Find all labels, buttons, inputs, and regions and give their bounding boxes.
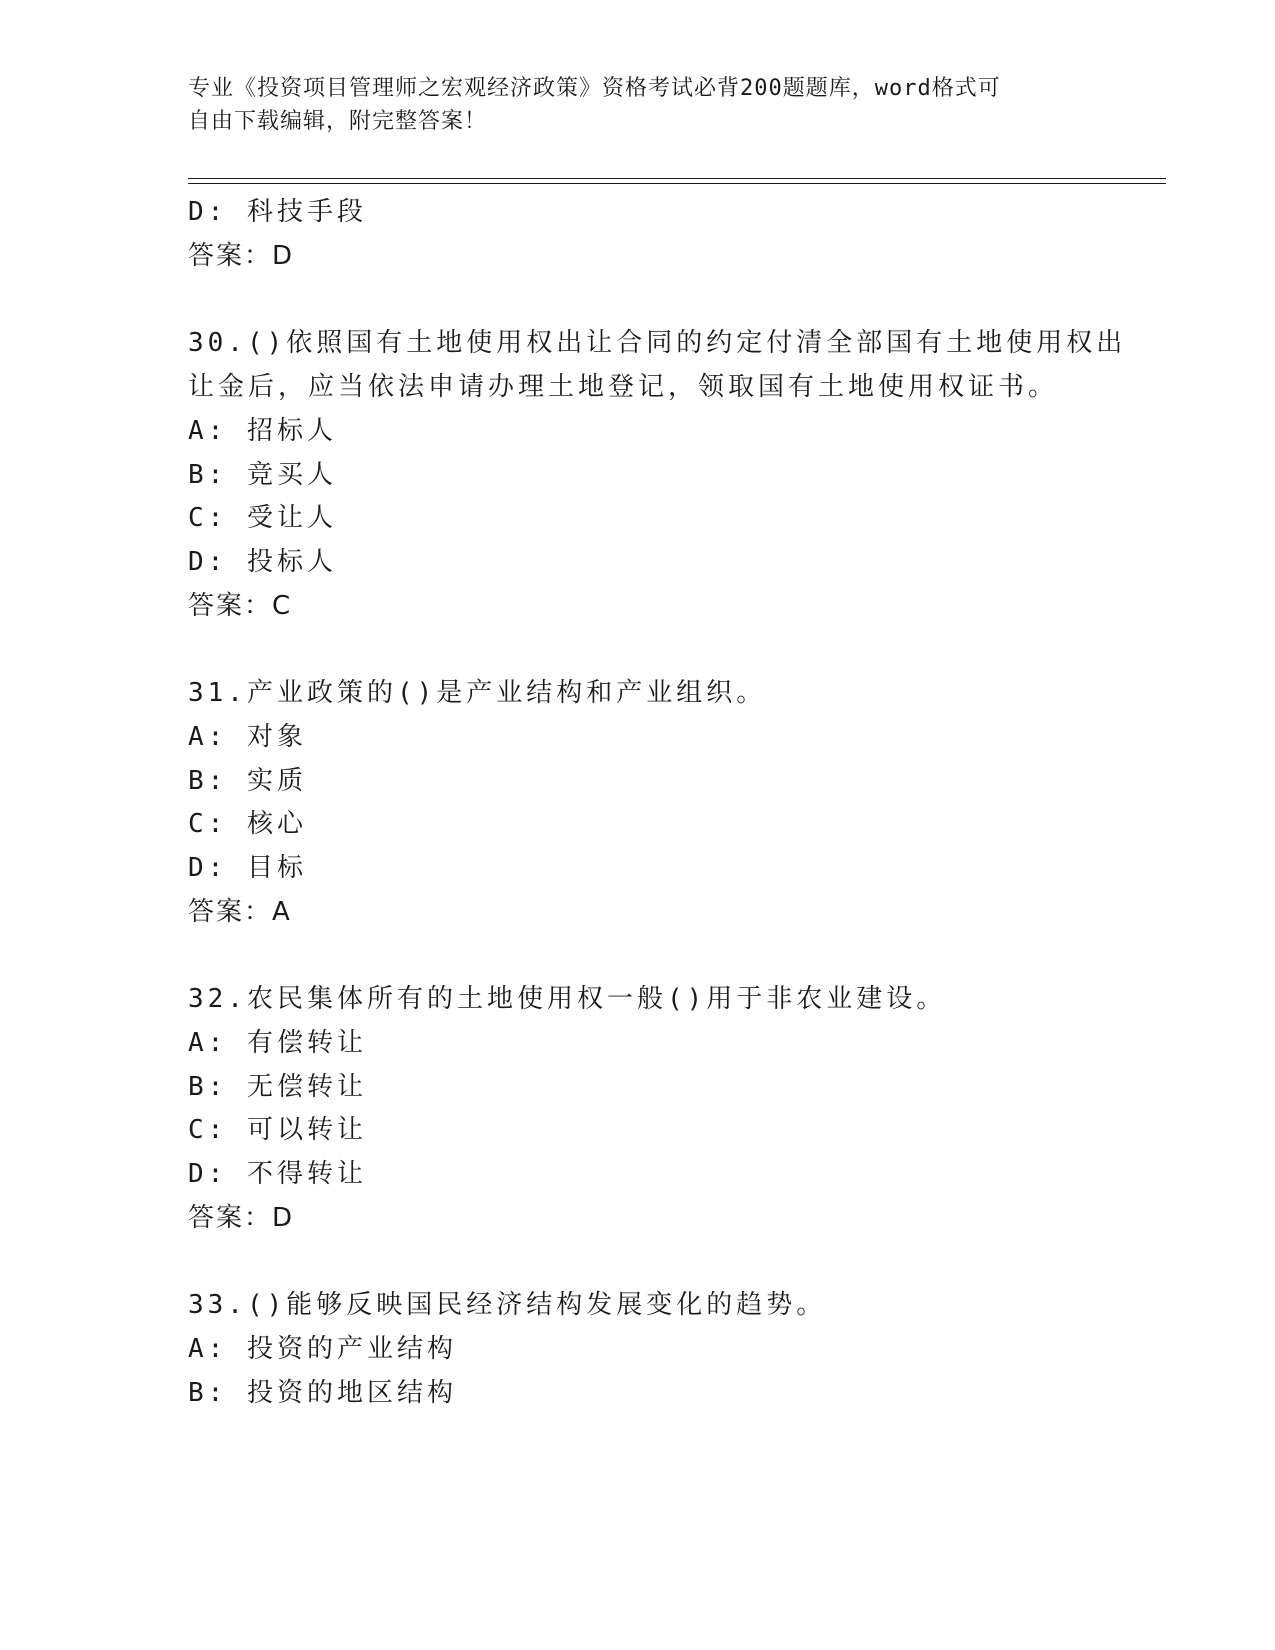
question-32-option-d: D: 不得转让 bbox=[188, 1159, 367, 1189]
question-30-option-b: B: 竞买人 bbox=[188, 460, 337, 490]
question-30-answer: 答案：C bbox=[188, 591, 293, 621]
question-31-option-b: B: 实质 bbox=[188, 766, 307, 796]
question-30-option-c: C: 受让人 bbox=[188, 503, 337, 533]
question-30-stem-line-2: 让金后，应当依法申请办理土地登记，领取国有土地使用权证书。 bbox=[188, 372, 1059, 402]
question-31-answer: 答案：A bbox=[188, 897, 292, 927]
prev-answer: 答案：D bbox=[188, 241, 295, 271]
header-line-2: 自由下载编辑，附完整答案！ bbox=[188, 109, 488, 134]
question-32-answer: 答案：D bbox=[188, 1203, 295, 1233]
header-line-1: 专业《投资项目管理师之宏观经济政策》资格考试必背200题题库，word格式可 bbox=[188, 76, 1001, 101]
question-32-stem-line-1: 32.农民集体所有的土地使用权一般()用于非农业建设。 bbox=[188, 984, 947, 1014]
question-32-option-a: A: 有偿转让 bbox=[188, 1028, 367, 1058]
question-31-stem-line-1: 31.产业政策的()是产业结构和产业组织。 bbox=[188, 678, 767, 708]
document-header bbox=[188, 72, 1088, 138]
prev-option-d: D: 科技手段 bbox=[188, 197, 367, 227]
question-31-option-a: A: 对象 bbox=[188, 722, 307, 752]
question-33-option-a: A: 投资的产业结构 bbox=[188, 1334, 457, 1364]
header-divider-top bbox=[188, 178, 1166, 179]
question-32-option-b: B: 无偿转让 bbox=[188, 1072, 367, 1102]
question-31-option-d: D: 目标 bbox=[188, 853, 307, 883]
question-31-option-c: C: 核心 bbox=[188, 809, 307, 839]
question-30-option-d: D: 投标人 bbox=[188, 547, 337, 577]
header-divider-bottom bbox=[188, 183, 1166, 184]
question-30-stem-line-1: 30.()依照国有土地使用权出让合同的约定付清全部国有土地使用权出 bbox=[188, 328, 1127, 358]
question-33-stem-line-1: 33.()能够反映国民经济结构发展变化的趋势。 bbox=[188, 1290, 827, 1320]
question-33-option-b: B: 投资的地区结构 bbox=[188, 1378, 457, 1408]
question-32-option-c: C: 可以转让 bbox=[188, 1115, 367, 1145]
question-30-option-a: A: 招标人 bbox=[188, 416, 337, 446]
